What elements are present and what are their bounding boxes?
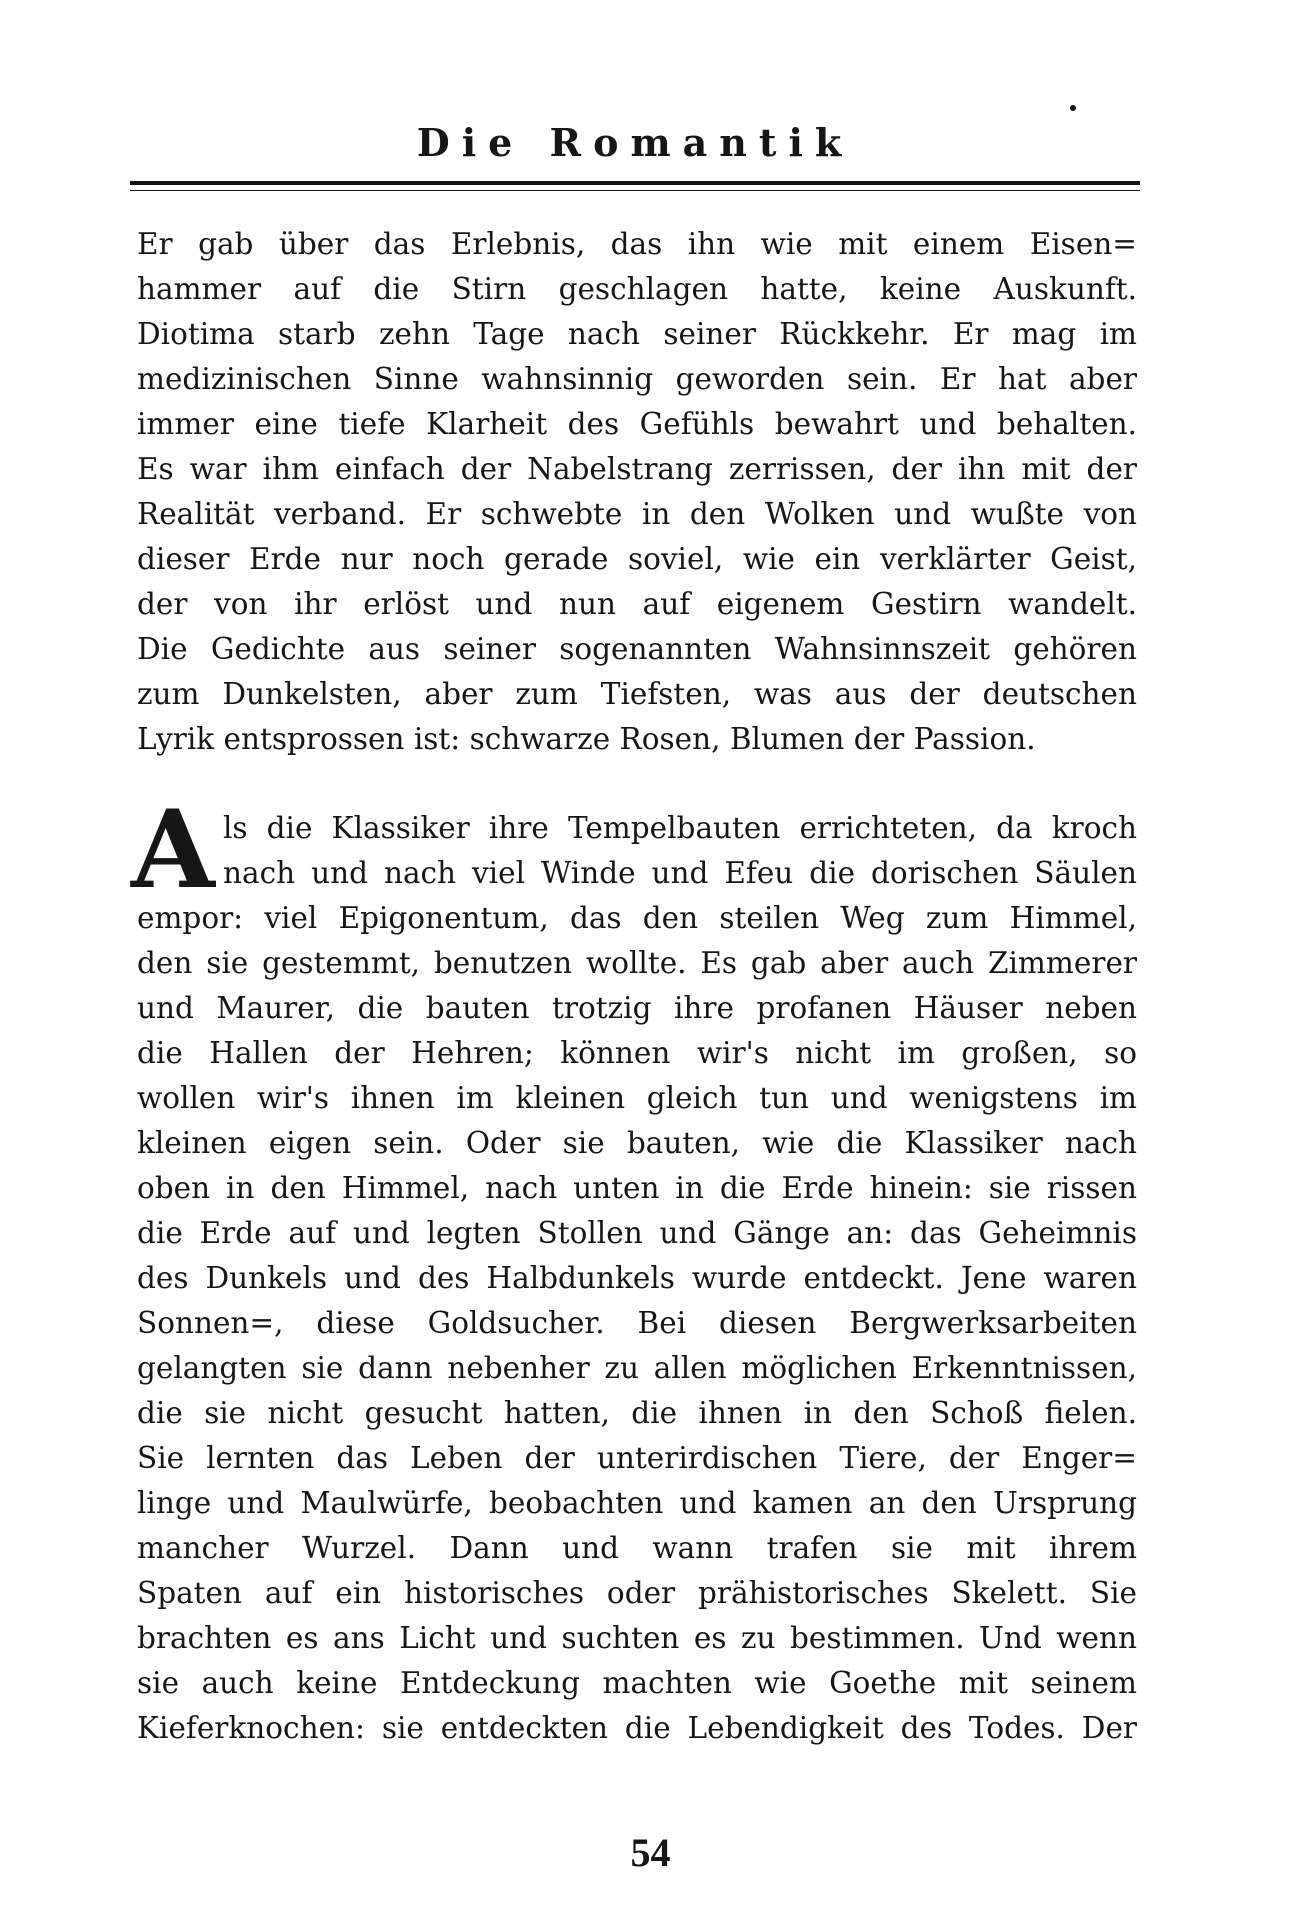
text-line: Sie lernten das Leben der unterirdischen Tiere, der Enger= — [137, 1441, 1137, 1475]
text-line: die Erde auf und legten Stollen und Gänge an: das Geheimnis — [137, 1216, 1137, 1250]
header-rule-thick — [130, 181, 1140, 185]
text-line: Kieferknochen: sie entdeckten die Lebendigkeit des Todes. Der — [137, 1711, 1137, 1745]
text-line: zum Dunkelsten, aber zum Tiefsten, was aus der deutschen — [137, 677, 1137, 711]
text-line: der von ihr erlöst und nun auf eigenem Gestirn wandelt. — [137, 587, 1137, 621]
running-header: Die Romantik — [416, 120, 854, 165]
paragraph-1 — [137, 222, 1137, 762]
header-rule-thin — [130, 190, 1140, 191]
text-line: des Dunkels und des Halbdunkels wurde entdeckt. Jene waren — [137, 1261, 1137, 1295]
text-line: Die Gedichte aus seiner sogenannten Wahnsinnszeit gehören — [137, 632, 1137, 666]
text-line: gelangten sie dann nebenher zu allen möglichen Erkenntnissen, — [137, 1351, 1137, 1385]
text-line: Diotima starb zehn Tage nach seiner Rückkehr. Er mag im — [137, 317, 1137, 351]
paragraph-2 — [137, 806, 1137, 1751]
text-line: kleinen eigen sein. Oder sie bauten, wie die Klassiker nach — [137, 1126, 1137, 1160]
text-line: und Maurer, die bauten trotzig ihre profanen Häuser neben — [137, 991, 1137, 1025]
text-line: dieser Erde nur noch gerade soviel, wie ein verklärter Geist, — [137, 542, 1137, 576]
ink-dot — [1070, 105, 1076, 111]
text-line: mancher Wurzel. Dann und wann trafen sie mit ihrem — [137, 1531, 1137, 1565]
text-line: wollen wir's ihnen im kleinen gleich tun und wenigstens im — [137, 1081, 1137, 1115]
text-line: Sonnen=, diese Goldsucher. Bei diesen Bergwerksarbeiten — [137, 1306, 1137, 1340]
text-line: Spaten auf ein historisches oder prähistorisches Skelett. Sie — [137, 1576, 1137, 1610]
text-line: linge und Maulwürfe, beobachten und kamen an den Ursprung — [137, 1486, 1137, 1520]
text-line: den sie gestemmt, benutzen wollte. Es gab aber auch Zimmerer — [137, 946, 1137, 980]
text-line: Es war ihm einfach der Nabelstrang zerrissen, der ihn mit der — [137, 452, 1137, 486]
text-line: immer eine tiefe Klarheit des Gefühls bewahrt und behalten. — [137, 407, 1137, 441]
page-number: 54 — [630, 1830, 671, 1875]
text-line: Realität verband. Er schwebte in den Wolken und wußte von — [137, 497, 1137, 531]
text-line: sie auch keine Entdeckung machten wie Goethe mit seinem — [137, 1666, 1137, 1700]
text-line: Lyrik entsprossen ist: schwarze Rosen, Blumen der Passion. — [137, 722, 1036, 756]
text-line: empor: viel Epigonentum, das den steilen Weg zum Himmel, — [137, 901, 1137, 935]
text-line: brachten es ans Licht und suchten es zu bestimmen. Und wenn — [137, 1621, 1137, 1655]
text-line: Er gab über das Erlebnis, das ihn wie mit einem Eisen= — [137, 227, 1137, 261]
text-line: ls die Klassiker ihre Tempelbauten errichteten, da kroch — [223, 811, 1137, 845]
text-line: hammer auf die Stirn geschlagen hatte, keine Auskunft. — [137, 272, 1137, 306]
drop-cap: A — [131, 787, 215, 913]
text-line: die Hallen der Hehren; können wir's nicht im großen, so — [137, 1036, 1137, 1070]
text-line: medizinischen Sinne wahnsinnig geworden sein. Er hat aber — [137, 362, 1137, 396]
text-line: nach und nach viel Winde und Efeu die dorischen Säulen — [223, 856, 1137, 890]
text-line: die sie nicht gesucht hatten, die ihnen in den Schoß fielen. — [137, 1396, 1137, 1430]
text-line: oben in den Himmel, nach unten in die Erde hinein: sie rissen — [137, 1171, 1137, 1205]
